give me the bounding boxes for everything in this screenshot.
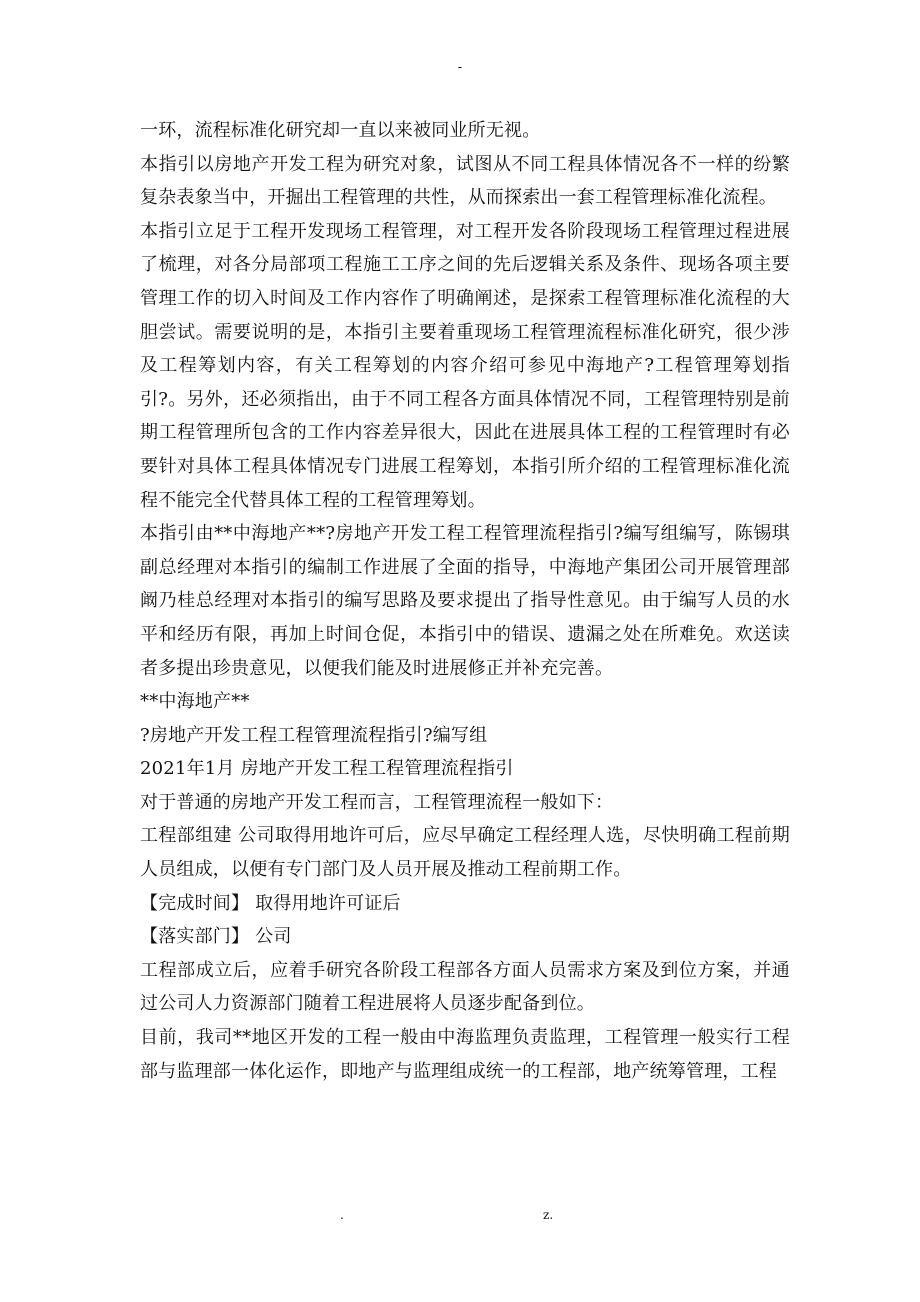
paragraph: 对于普通的房地产开发工程而言，工程管理流程一般如下： xyxy=(140,791,614,813)
page-footer-right: z. xyxy=(543,1208,554,1222)
paragraph: 工程部成立后，应着手研究各阶段工程部各方面人员需求方案及到位方案，并通过公司人力资源部门随着工程进展将人员逐步配备到位。 xyxy=(140,959,790,1015)
paragraph: 本指引以房地产开发工程为研究对象，试图从不同工程具体情况各不一样的纷繁复杂表象当中，开掘出工程管理的共性，从而探索出一套工程管理标准化流程。 xyxy=(140,153,790,209)
document-body xyxy=(140,114,790,1088)
paragraph: 本指引由**中海地产**?房地产开发工程工程管理流程指引?编写组编写，陈锡琪副总经理对本指引的编制工作进展了全面的指导，中海地产集团公司开展管理部阚乃桂总经理对本指引的编写思路及要求提出了指导性意见。由于编写人员的水平和经历有限，再加上时间仓促，本指引中的错误、遗漏之处在所难免。欢送读者多提出珍贵意见，以便我们能及时进展修正并补充完善。 xyxy=(140,523,790,679)
completion-time-line: 【完成时间】 取得用地许可证后 xyxy=(140,892,401,914)
signature-org: **中海地产** xyxy=(140,691,250,713)
signature-group: ?房地产开发工程工程管理流程指引?编写组 xyxy=(140,724,488,746)
paragraph: 工程部组建 公司取得用地许可后，应尽早确定工程经理人选，尽快明确工程前期人员组成，以便有专门部门及人员开展及推动工程前期工作。 xyxy=(140,825,790,881)
date-title-line: 2021年1月 房地产开发工程工程管理流程指引 xyxy=(140,758,514,780)
page-footer-left: . xyxy=(340,1208,344,1222)
paragraph: 本指引立足于工程开发现场工程管理，对工程开发各阶段现场工程管理过程进展了梳理，对各分局部项工程施工工序之间的先后逻辑关系及条件、现场各项主要管理工作的切入时间及工作内容作了明确阐述，是探索工程管理标准化流程的大胆尝试。需要说明的是，本指引主要着重现场工程管理流程标准化研究，很少涉及工程筹划内容，有关工程筹划的内容介绍可参见中海地产?工程管理筹划指引?。另外，还必须指出，由于不同工程各方面具体情况不同，工程管理特别是前期工程管理所包含的工作内容差异很大，因此在进展具体工程的工程管理时有必要针对具体工程具体情况专门进展工程筹划，本指引所介绍的工程管理标准化流程不能完全代替具体工程的工程管理筹划。 xyxy=(140,220,790,511)
responsible-dept-line: 【落实部门】 公司 xyxy=(140,926,292,948)
page-header-mark: - xyxy=(457,60,463,75)
paragraph: 一环，流程标准化研究却一直以来被同业所无视。 xyxy=(140,120,541,141)
paragraph: 目前，我司**地区开发的工程一般由中海监理负责监理，工程管理一般实行工程部与监理部一体化运作，即地产与监理组成统一的工程部，地产统筹管理，工程 xyxy=(140,1027,790,1082)
